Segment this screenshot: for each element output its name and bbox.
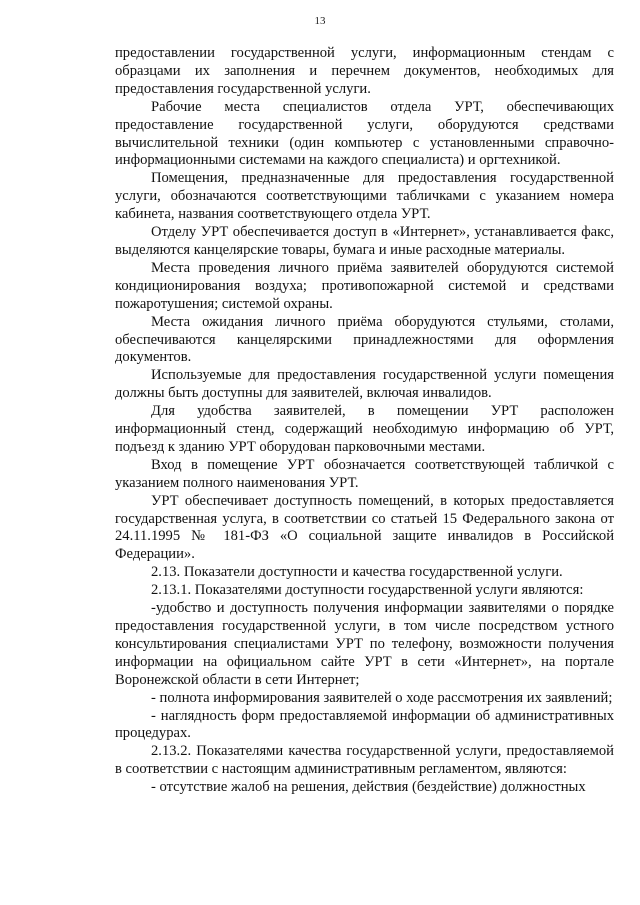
paragraph: Вход в помещение УРТ обозначается соответствующей табличкой с указанием полного наименования УРТ. xyxy=(115,456,614,491)
paragraph: УРТ обеспечивает доступность помещений, в которых предоставляется государственная услуга, в соответствии со статьей 15 Федерального закона от 24.11.1995 № 181-ФЗ «О социальной защите инвалидов в Российской Федерации». xyxy=(115,492,614,563)
paragraph: Места проведения личного приёма заявителей оборудуются системой кондиционирования воздуха; противопожарной системой и средствами пожаротушения; системой охраны. xyxy=(115,259,614,312)
list-item: - отсутствие жалоб на решения, действия (бездействие) должностных xyxy=(151,779,586,796)
subsection-heading: 2.13.2. Показателями качества государственной услуги, предоставляемой в соответствии с настоящим административным регламентом, являются: xyxy=(115,743,614,778)
paragraph: Для удобства заявителей, в помещении УРТ расположен информационный стенд, содержащий необходимую информацию об УРТ, подъезд к зданию УРТ оборудован парковочными местами. xyxy=(115,403,614,455)
paragraph: Используемые для предоставления государственной услуги помещения должны быть доступны для заявителей, включая инвалидов. xyxy=(115,367,614,402)
list-item: -удобство и доступность получения информации заявителями о порядке предоставления государственной услуги, в том числе посредством устного консультирования специалистами УРТ по телефону, возможности получения информации на официальном сайте УРТ в сети «Интернет», на портале Воронежской области в сети Интернет; xyxy=(115,600,614,688)
list-item: - полнота информирования заявителей о ходе рассмотрения их заявлений; xyxy=(151,689,613,706)
document-body xyxy=(115,45,614,797)
subsection-heading: 2.13.1. Показателями доступности государственной услуги являются: xyxy=(151,582,584,599)
section-heading: 2.13. Показатели доступности и качества государственной услуги. xyxy=(151,564,563,581)
paragraph: предоставлении государственной услуги, информационным стендам с образцами их заполнения и перечнем документов, необходимых для предоставления государственной услуги. xyxy=(115,45,614,97)
paragraph: Места ожидания личного приёма оборудуются стульями, столами, обеспечиваются канцелярскими принадлежностями для оформления документов. xyxy=(115,313,614,366)
paragraph: Отделу УРТ обеспечивается доступ в «Интернет», устанавливается факс, выделяются канцелярские товары, бумага и иные расходные материалы. xyxy=(115,224,614,258)
page-number: 13 xyxy=(314,15,326,27)
list-item: - наглядность форм предоставляемой информации об административных процедурах. xyxy=(115,707,614,742)
paragraph: Рабочие места специалистов отдела УРТ, обеспечивающих предоставление государственной услуги, оборудуются средствами вычислительной техники (один компьютер с установленными справочно-информационными системами на каждого специалиста) и оргтехникой. xyxy=(115,98,614,169)
paragraph: Помещения, предназначенные для предоставления государственной услуги, обозначаются соответствующими табличками с указанием номера кабинета, названия соответствующего отдела УРТ. xyxy=(115,170,614,223)
